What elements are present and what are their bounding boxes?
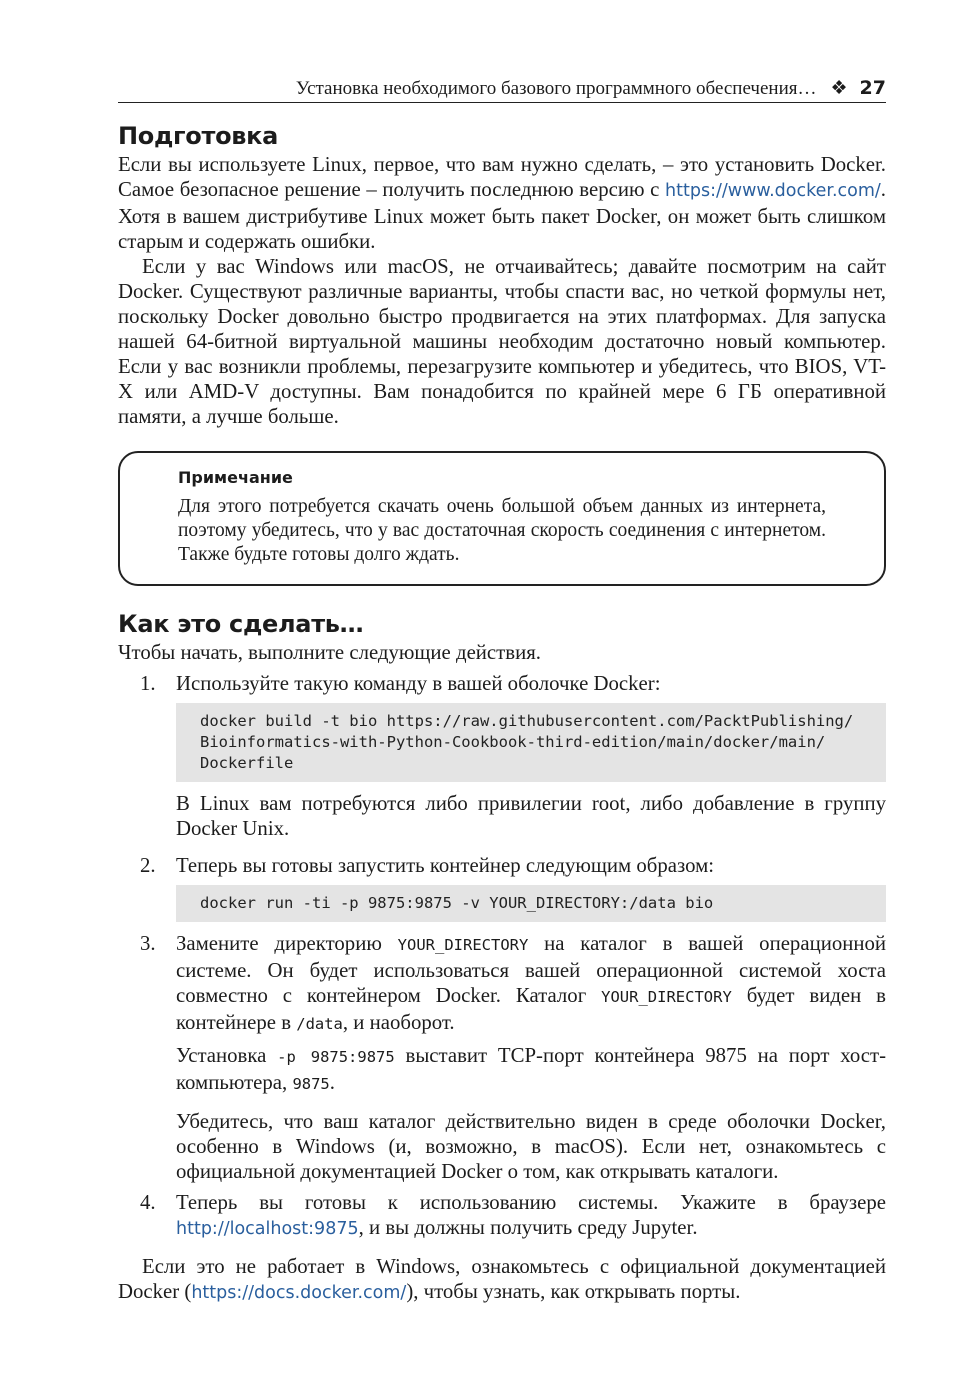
page-number: 27: [859, 77, 886, 99]
note-title: Примечание: [178, 468, 293, 487]
inline-code: -p 9875:9875: [277, 1048, 395, 1066]
step-text: Теперь вы готовы к использованию системы. Укажите в браузере http://localhost:9875, и вы должны получить среду Jupyter.: [176, 1191, 886, 1239]
code-block: docker run -ti -p 9875:9875 -v YOUR_DIRECTORY:/data bio: [176, 885, 886, 922]
step-text: Замените директорию YOUR_DIRECTORY на каталог в вашей операционной системе. Он будет использоваться вашей операционной системой хоста совместно с контейнером Docker. Каталог YOUR_DIRECTORY будет виден в контейнере в /data, и наоборот.: [176, 932, 887, 1034]
list-item: [118, 853, 886, 922]
step-text: Теперь вы готовы запустить контейнер следующим образом:: [176, 854, 715, 877]
inline-code: /data: [296, 1015, 343, 1033]
step-note: В Linux вам потребуются либо привилегии root, либо добавление в группу Docker Unix.: [176, 792, 886, 840]
inline-code: YOUR_DIRECTORY: [397, 936, 529, 954]
list-item: [118, 931, 886, 1184]
paragraph-windows-macos: Если у вас Windows или macOS, не отчаивайтесь; давайте посмотрим на сайт Docker. Существуют различные варианты, чтобы спасти вас, но четкой формулы нет, поскольку Docker довольно быстро продвигается на этих платформах. Для запуска нашей 64-битной виртуальной машины необходим достаточно новый компьютер. Если у вас возникли проблемы, перезагрузите компьютер и убедитесь, что BIOS, VT-X или AMD-V доступны. Вам понадобится по крайней мере 6 ГБ оперативной памяти, а лучше больше.: [118, 255, 886, 428]
running-title: Установка необходимого базового программного обеспечения…: [295, 78, 817, 99]
note-body: Для этого потребуется скачать очень большой объем данных из интернета, поэтому убедитесь, что у вас достаточная скорость соединения с интернетом. Также будьте готовы долго ждать.: [178, 496, 826, 565]
steps-list: [118, 671, 886, 1242]
section-heading-how-to: Как это сделать…: [118, 610, 364, 638]
note-box: [118, 451, 886, 586]
step-port-text: Установка -p 9875:9875 выставит TCP-порт контейнера 9875 на порт хост-компьютера, 9875.: [176, 1044, 887, 1094]
intro-text: Чтобы начать, выполните следующие действия.: [118, 641, 541, 664]
list-item: [118, 1190, 886, 1242]
inline-code: YOUR_DIRECTORY: [601, 988, 732, 1006]
docker-site-link[interactable]: https://www.docker.com/: [665, 181, 881, 201]
paragraph-linux: Если вы используете Linux, первое, что вам нужно сделать, – это установить Docker. Самое безопасное решение – получить последнюю версию с https://www.docker.com/. Хотя в вашем дистрибутиве Linux может быть пакет Docker, он может быть слишком старым и содержать ошибки.: [118, 153, 886, 253]
localhost-link[interactable]: http://localhost:9875: [176, 1219, 359, 1239]
list-item: [118, 671, 886, 841]
step-text: Используйте такую команду в вашей оболочке Docker:: [176, 672, 661, 695]
section-heading-preparation: Подготовка: [118, 122, 279, 150]
inline-code: 9875: [292, 1075, 330, 1093]
closing-paragraph: Если это не работает в Windows, ознакомьтесь с официальной документацией Docker (https://docs.docker.com/), чтобы узнать, как открывать порты.: [118, 1255, 886, 1303]
step-extra-text: Убедитесь, что ваш каталог действительно виден в среде оболочки Docker, особенно в Windows (и, возможно, в macOS). Если нет, ознакомьтесь с официальной документацией Docker о том, как открывать каталоги.: [176, 1110, 886, 1183]
page-content: [118, 120, 886, 1306]
step-number: 1.: [140, 672, 156, 695]
code-block: docker build -t bio https://raw.githubusercontent.com/PacktPublishing/ Bioinformatics-with-Python-Cookbook-third-edition/main/docker/main/ Dockerfile: [176, 703, 886, 782]
diamond-separator-icon: ❖: [830, 78, 848, 99]
step-number: 2.: [140, 854, 156, 877]
step-number: 4.: [140, 1191, 156, 1214]
docker-docs-link[interactable]: https://docs.docker.com/: [191, 1283, 407, 1303]
step-number: 3.: [140, 932, 156, 955]
running-header: [118, 74, 886, 103]
